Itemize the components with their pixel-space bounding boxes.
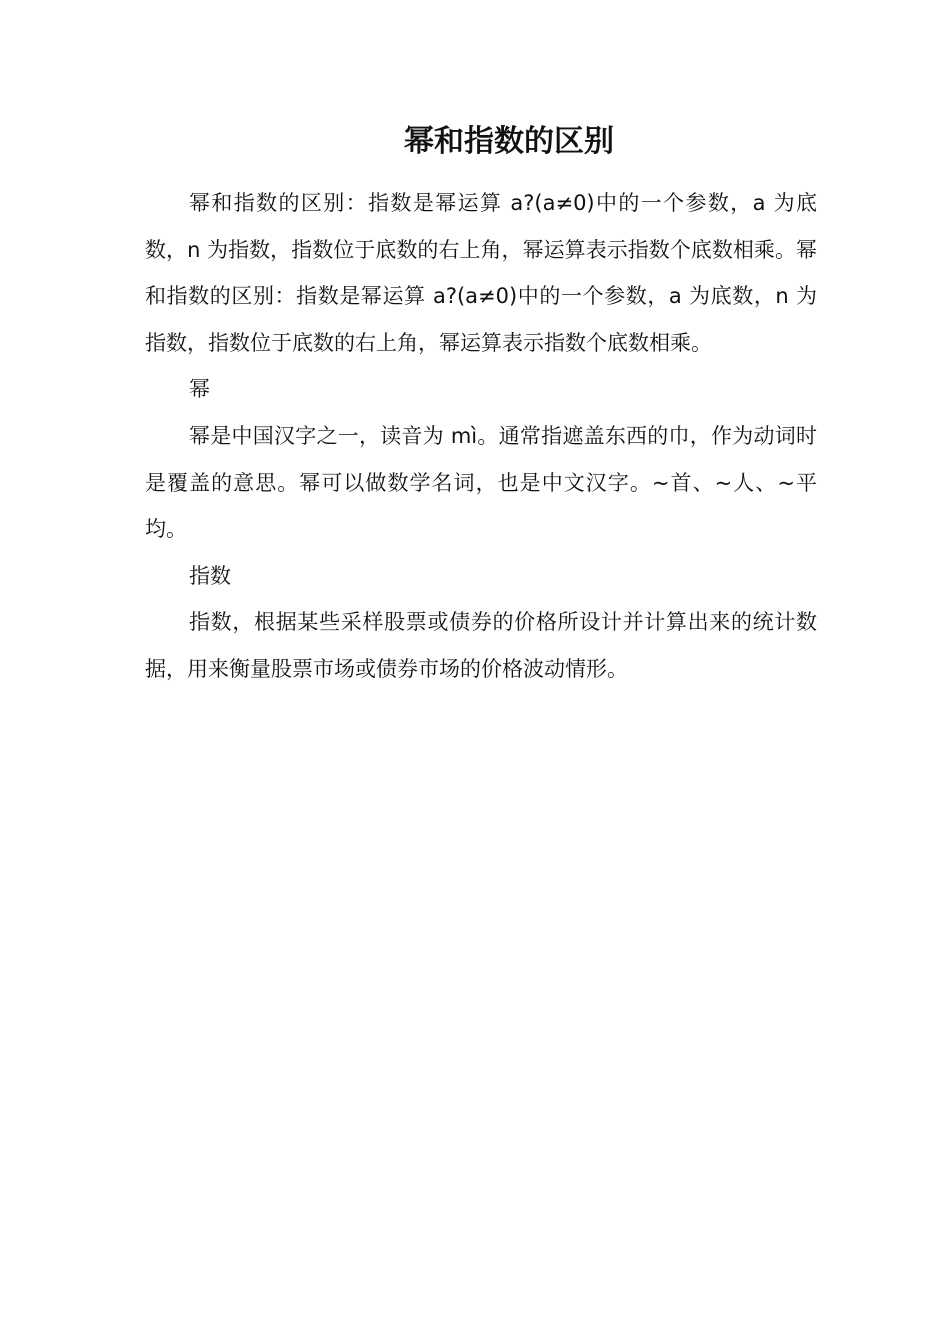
paragraph-index: 指数，根据某些采样股票或债券的价格所设计并计算出来的统计数据，用来衡量股票市场或债券市场的价格波动情形。 bbox=[145, 610, 817, 681]
paragraph-power: 幂是中国汉字之一，读音为 mì。通常指遮盖东西的巾，作为动词时是覆盖的意思。幂可以做数学名词，也是中文汉字。~首、~人、~平均。 bbox=[145, 423, 817, 542]
document-body bbox=[145, 180, 817, 693]
paragraph-definition: 幂和指数的区别：指数是幂运算 a?(a≠0)中的一个参数，a 为底数，n 为指数，指数位于底数的右上角，幂运算表示指数个底数相乘。幂和指数的区别：指数是幂运算 a?(a≠0)中的一个参数，a 为底数，n 为指数，指数位于底数的右上角，幂运算表示指数个底数相乘。 bbox=[145, 191, 817, 355]
section-heading-index: 指数 bbox=[189, 563, 231, 588]
section-heading-power: 幂 bbox=[189, 377, 210, 402]
document-title: 幂和指数的区别 bbox=[404, 124, 614, 159]
